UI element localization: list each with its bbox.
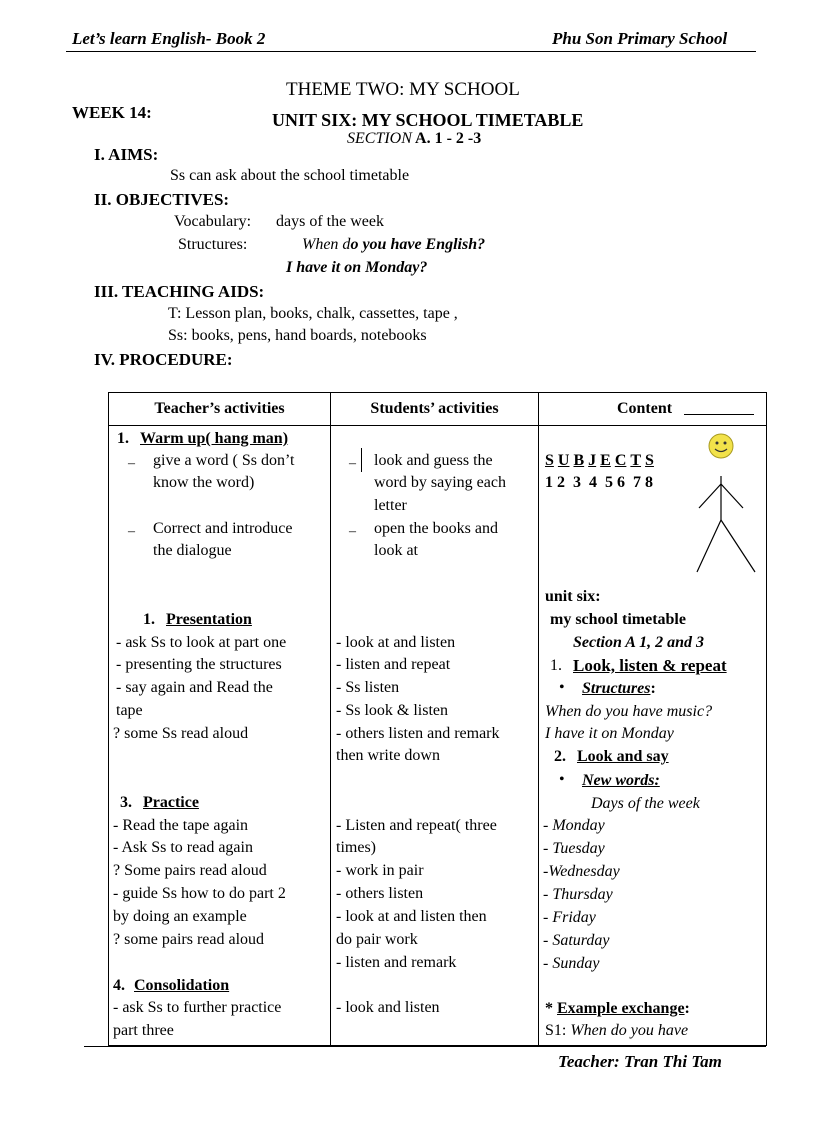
procedure-heading: IV. PROCEDURE: (94, 350, 233, 369)
day-item: - Saturday (543, 932, 610, 949)
day-item: - Sunday (543, 955, 600, 972)
hangman-stick-figure-icon (689, 432, 763, 578)
objectives-heading: II. OBJECTIVES: (94, 190, 230, 209)
subjects-numbers: 1 2 3 4 5 6 7 8 (545, 474, 653, 491)
students-line: - others listen and remark (336, 725, 500, 742)
students-line: look and guess the (374, 452, 493, 469)
days-heading: Days of the week (591, 795, 700, 812)
dash-marker: ‒ (128, 456, 135, 471)
practice-line: - Ask Ss to read again (113, 839, 253, 856)
warmup-line: the dialogue (153, 542, 232, 559)
teacher-activities-cell (109, 426, 331, 1046)
students-line: - look and listen (336, 999, 440, 1016)
presentation-line: ? some Ss read aloud (113, 725, 249, 742)
students-line: - Ss look & listen (336, 702, 449, 719)
day-item: - Thursday (543, 886, 613, 903)
students-line: - Listen and repeat( three (336, 817, 497, 834)
say-heading: Look and say (577, 748, 669, 765)
content-unit: unit six: (545, 588, 601, 605)
students-line: - work in pair (336, 862, 424, 879)
practice-line: ? Some pairs read aloud (113, 862, 267, 879)
students-line: times) (336, 839, 376, 856)
content-title: my school timetable (550, 611, 686, 628)
day-item: -Wednesday (543, 863, 620, 880)
presentation-number: 1. (143, 611, 155, 628)
content-cell (539, 426, 767, 1046)
presentation-line: tape (116, 702, 143, 719)
warmup-line: give a word ( Ss don’t (153, 452, 295, 469)
aims-heading: I. AIMS: (94, 145, 159, 164)
students-line: - look at and listen (336, 634, 456, 651)
presentation-line: - say again and Read the (116, 679, 273, 696)
students-line: - listen and remark (336, 954, 457, 971)
col-header-students: Students’ activities (331, 393, 539, 426)
students-line: open the books and (374, 520, 498, 537)
subjects-letters: S U B J E C T S (545, 452, 654, 469)
content-question: When do you have music? (545, 703, 713, 720)
col-header-content (539, 393, 767, 426)
section-title (347, 130, 481, 148)
footer-teacher: Teacher: Tran Thi Tam (558, 1052, 722, 1071)
dash-marker: ‒ (128, 524, 135, 539)
practice-line: by doing an example (113, 908, 247, 925)
aims-text: Ss can ask about the school timetable (170, 167, 410, 184)
week-label: WEEK 14: (72, 103, 152, 122)
students-line: - look at and listen then (336, 908, 487, 925)
theme-title: THEME TWO: MY SCHOOL (286, 79, 520, 100)
section-number: A. 1 - 2 -3 (411, 130, 482, 147)
teaching-aids-heading: III. TEACHING AIDS: (94, 282, 265, 301)
new-words-label: New words: (582, 772, 660, 789)
day-item: - Friday (543, 909, 596, 926)
content-header-rule (684, 414, 754, 415)
presentation-heading: Presentation (166, 611, 252, 628)
structure-answer: I have it on Monday? (286, 259, 428, 276)
section-word: SECTION (347, 130, 412, 147)
header-school-name: Phu Son Primary School (552, 29, 728, 48)
bullet-icon: • (559, 679, 565, 696)
students-activities-cell (331, 426, 539, 1046)
practice-line: ? some pairs read aloud (113, 931, 265, 948)
structures-label: Structures: (582, 680, 656, 697)
cursor-bar (361, 448, 362, 472)
vocabulary-value: days of the week (276, 213, 384, 230)
structures-label: Structures: (178, 236, 248, 253)
content-section: Section A 1, 2 and 3 (573, 634, 704, 651)
students-line: word by saying each (374, 474, 506, 491)
day-item: - Tuesday (543, 840, 605, 857)
teaching-aids-students: Ss: books, pens, hand boards, notebooks (168, 327, 427, 344)
practice-line: - guide Ss how to do part 2 (113, 885, 286, 902)
students-line: look at (374, 542, 418, 559)
say-number: 2. (554, 748, 566, 765)
footer-rule (84, 1046, 766, 1047)
content-answer: I have it on Monday (545, 725, 674, 742)
example-line: S1: When do you have (545, 1022, 689, 1039)
practice-number: 3. (120, 794, 132, 811)
dash-marker: ‒ (349, 456, 356, 471)
dash-marker: ‒ (349, 524, 356, 539)
warmup-heading: Warm up( hang man) (140, 430, 289, 447)
structure-question: When do you have English? (302, 236, 486, 253)
practice-line: - Read the tape again (113, 817, 249, 834)
day-item: - Monday (543, 817, 605, 834)
students-line: do pair work (336, 931, 418, 948)
content-header-label: Content (616, 400, 673, 417)
practice-heading: Practice (143, 794, 199, 811)
look-number: 1. (550, 657, 562, 674)
warmup-line: Correct and introduce (153, 520, 293, 537)
consolidation-number: 4. (113, 977, 125, 994)
consolidation-line: part three (113, 1022, 174, 1039)
vocabulary-label: Vocabulary: (174, 213, 252, 230)
students-line: then write down (336, 747, 440, 764)
unit-title: UNIT SIX: MY SCHOOL TIMETABLE (272, 110, 584, 130)
students-line: - listen and repeat (336, 656, 451, 673)
teaching-aids-teacher: T: Lesson plan, books, chalk, cassettes, tape , (168, 305, 458, 322)
students-line: - others listen (336, 885, 424, 902)
consolidation-line: - ask Ss to further practice (113, 999, 282, 1016)
presentation-line: - presenting the structures (116, 656, 282, 673)
example-heading: * Example exchange: (545, 1000, 690, 1017)
presentation-line: - ask Ss to look at part one (116, 634, 287, 651)
warmup-line: know the word) (153, 474, 255, 491)
col-header-teacher: Teacher’s activities (109, 393, 331, 426)
students-line: letter (374, 497, 407, 514)
header-rule (66, 51, 756, 52)
bullet-icon: • (559, 771, 565, 788)
header-book-title: Let’s learn English- Book 2 (72, 29, 266, 48)
procedure-table (108, 392, 767, 1046)
warmup-number: 1. (117, 430, 129, 447)
students-line: - Ss listen (336, 679, 400, 696)
consolidation-heading: Consolidation (134, 977, 230, 994)
look-heading: Look, listen & repeat (573, 656, 727, 675)
